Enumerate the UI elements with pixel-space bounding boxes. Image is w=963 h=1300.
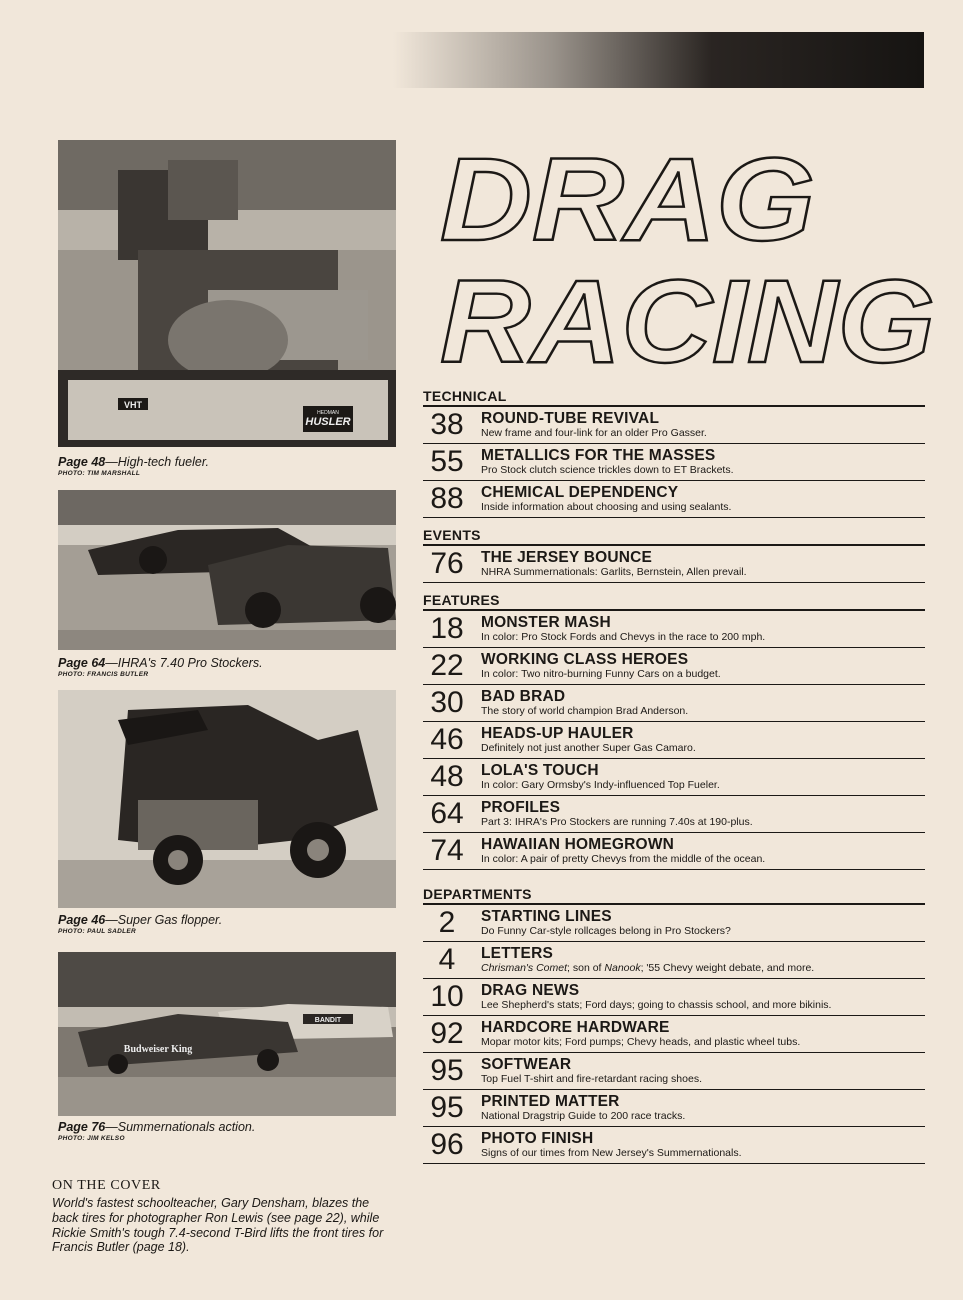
entry-text bbox=[481, 946, 925, 974]
entry-page-number: 64 bbox=[430, 797, 464, 830]
contents-entry[interactable] bbox=[423, 546, 925, 583]
contents-entry[interactable] bbox=[423, 685, 925, 722]
header-gradient-bar bbox=[393, 32, 924, 88]
contents-entry[interactable] bbox=[423, 905, 925, 942]
entry-title: WORKING CLASS HEROES bbox=[481, 651, 689, 668]
entry-title: CHEMICAL DEPENDENCY bbox=[481, 484, 679, 501]
entry-title: PROFILES bbox=[481, 799, 561, 816]
table-of-contents bbox=[423, 388, 925, 1164]
entry-page-number: 95 bbox=[430, 1091, 464, 1124]
entry-description: Signs of our times from New Jersey's Summernationals. bbox=[481, 1147, 742, 1159]
contents-entry[interactable] bbox=[423, 1053, 925, 1090]
entry-description: Top Fuel T-shirt and fire-retardant racing shoes. bbox=[481, 1073, 702, 1085]
entry-text bbox=[481, 652, 925, 680]
entry-text bbox=[481, 837, 925, 865]
cover-text: World's fastest schoolteacher, Gary Densham, blazes the back tires for photographer Ron Lewis (see page 22), while Rickie Smith's tough 7.4-second T-Bird lifts the front tires for Francis Butler (page 18). bbox=[52, 1196, 384, 1255]
entry-page-number: 10 bbox=[430, 980, 464, 1013]
entry-text bbox=[481, 550, 925, 578]
contents-entry[interactable] bbox=[423, 1090, 925, 1127]
entry-description: Inside information about choosing and using sealants. bbox=[481, 501, 732, 513]
entry-description: The story of world champion Brad Anderson. bbox=[481, 705, 689, 717]
entry-description: Definitely not just another Super Gas Camaro. bbox=[481, 742, 696, 754]
entry-description: In color: A pair of pretty Chevys from the middle of the ocean. bbox=[481, 853, 766, 865]
contents-entry[interactable] bbox=[423, 942, 925, 979]
credit-photo-3: PHOTO: PAUL SADLER bbox=[58, 928, 136, 935]
contents-entry[interactable] bbox=[423, 979, 925, 1016]
entry-page-number: 95 bbox=[430, 1054, 464, 1087]
sign-husler: HUSLER bbox=[305, 416, 351, 428]
logo-drag: DRAG bbox=[440, 140, 815, 266]
entry-page-number: 96 bbox=[430, 1128, 464, 1161]
entry-text bbox=[481, 800, 925, 828]
entry-text bbox=[481, 1057, 925, 1085]
entry-text bbox=[481, 726, 925, 754]
caption-photo-3 bbox=[58, 913, 398, 927]
entry-text bbox=[481, 983, 925, 1011]
entry-page-number: 76 bbox=[430, 547, 464, 580]
entry-title: METALLICS FOR THE MASSES bbox=[481, 447, 716, 464]
entry-text bbox=[481, 1131, 925, 1159]
photo-summernationals-action bbox=[58, 952, 396, 1116]
entry-title: HARDCORE HARDWARE bbox=[481, 1019, 670, 1036]
entry-description: Part 3: IHRA's Pro Stockers are running 7.40s at 190-plus. bbox=[481, 816, 753, 828]
sign-bandit: BANDIT bbox=[314, 1017, 342, 1024]
entry-page-number: 46 bbox=[430, 723, 464, 756]
contents-entry[interactable] bbox=[423, 481, 925, 518]
contents-entry[interactable] bbox=[423, 796, 925, 833]
entry-description-part: Nanook bbox=[604, 962, 641, 974]
caption-photo-4 bbox=[58, 1120, 398, 1134]
entry-page-number: 30 bbox=[430, 686, 464, 719]
entry-text bbox=[481, 448, 925, 476]
entry-title: LOLA'S TOUCH bbox=[481, 762, 599, 779]
caption-text: —Summernationals action. bbox=[105, 1120, 256, 1134]
caption-text: —High-tech fueler. bbox=[105, 455, 210, 469]
entry-description: New frame and four-link for an older Pro Gasser. bbox=[481, 427, 707, 439]
entry-title: PHOTO FINISH bbox=[481, 1130, 594, 1147]
entry-title: MONSTER MASH bbox=[481, 614, 611, 631]
entry-text bbox=[481, 909, 925, 937]
caption-page: Page 46 bbox=[58, 913, 106, 927]
entry-title: THE JERSEY BOUNCE bbox=[481, 549, 653, 566]
entry-description: In color: Gary Ormsby's Indy-influenced Top Fueler. bbox=[481, 779, 720, 791]
entry-text bbox=[481, 689, 925, 717]
entry-description: Lee Shepherd's stats; Ford days; going to chassis school, and more bikinis. bbox=[481, 999, 832, 1011]
on-the-cover bbox=[52, 1178, 392, 1255]
section-gap bbox=[423, 583, 925, 592]
entry-title: HEADS-UP HAULER bbox=[481, 725, 634, 742]
entry-page-number: 48 bbox=[430, 760, 464, 793]
caption-page: Page 64 bbox=[58, 656, 106, 670]
sign-budweiser: Budweiser King bbox=[123, 1044, 193, 1055]
contents-entry[interactable] bbox=[423, 1127, 925, 1164]
entry-description-part: Chrisman's Comet bbox=[481, 962, 568, 974]
entry-text bbox=[481, 615, 925, 643]
entry-description-part: ; son of bbox=[567, 962, 605, 974]
section-heading-departments: DEPARTMENTS bbox=[423, 886, 925, 905]
entry-title: STARTING LINES bbox=[481, 908, 612, 925]
caption-page: Page 48 bbox=[58, 455, 106, 469]
section-gap bbox=[423, 518, 925, 527]
credit-photo-1: PHOTO: TIM MARSHALL bbox=[58, 470, 141, 477]
entry-page-number: 92 bbox=[430, 1017, 464, 1050]
logo-racing: RACING bbox=[440, 256, 935, 368]
entry-description: NHRA Summernationals: Garlits, Bernstein, Allen prevail. bbox=[481, 566, 747, 578]
entry-title: DRAG NEWS bbox=[481, 982, 580, 999]
caption-photo-2 bbox=[58, 656, 398, 670]
entry-text bbox=[481, 763, 925, 791]
entry-title: BAD BRAD bbox=[481, 688, 566, 705]
drag-racing-logo bbox=[440, 140, 945, 368]
section-heading-features: FEATURES bbox=[423, 592, 925, 611]
entry-text bbox=[481, 1094, 925, 1122]
entry-title: HAWAIIAN HOMEGROWN bbox=[481, 836, 675, 853]
entry-title: ROUND-TUBE REVIVAL bbox=[481, 410, 660, 427]
entry-title: LETTERS bbox=[481, 945, 554, 962]
credit-photo-2: PHOTO: FRANCIS BUTLER bbox=[58, 671, 149, 678]
section-gap bbox=[423, 870, 925, 886]
contents-entry[interactable] bbox=[423, 833, 925, 870]
entry-description: Do Funny Car-style rollcages belong in Pro Stockers? bbox=[481, 925, 731, 937]
photo-pro-stockers bbox=[58, 490, 396, 650]
contents-entry[interactable] bbox=[423, 444, 925, 481]
entry-page-number: 22 bbox=[430, 649, 464, 682]
section-heading-technical: TECHNICAL bbox=[423, 388, 925, 407]
entry-title: PRINTED MATTER bbox=[481, 1093, 620, 1110]
contents-entry[interactable] bbox=[423, 648, 925, 685]
entry-text bbox=[481, 411, 925, 439]
contents-entry[interactable] bbox=[423, 407, 925, 444]
entry-title: SOFTWEAR bbox=[481, 1056, 572, 1073]
photo-super-gas-flopper bbox=[58, 690, 396, 908]
photo-high-tech-fueler bbox=[58, 140, 396, 447]
entry-page-number: 38 bbox=[430, 408, 464, 441]
entry-description: In color: Pro Stock Fords and Chevys in the race to 200 mph. bbox=[481, 631, 766, 643]
entry-page-number: 88 bbox=[430, 482, 464, 515]
cover-heading: ON THE COVER bbox=[52, 1178, 161, 1193]
entry-description: Pro Stock clutch science trickles down to ET Brackets. bbox=[481, 464, 734, 476]
section-heading-events: EVENTS bbox=[423, 527, 925, 546]
entry-description: In color: Two nitro-burning Funny Cars on a budget. bbox=[481, 668, 721, 680]
entry-page-number: 74 bbox=[430, 834, 464, 867]
contents-entry[interactable] bbox=[423, 759, 925, 796]
sign-hedman: HEDMAN bbox=[317, 410, 339, 416]
caption-page: Page 76 bbox=[58, 1120, 106, 1134]
contents-entry[interactable] bbox=[423, 1016, 925, 1053]
sign-vht: VHT bbox=[124, 400, 142, 410]
caption-photo-1 bbox=[58, 455, 398, 469]
entry-page-number: 2 bbox=[438, 906, 456, 939]
credit-photo-4: PHOTO: JIM KELSO bbox=[58, 1135, 125, 1142]
entry-text bbox=[481, 1020, 925, 1048]
contents-entry[interactable] bbox=[423, 722, 925, 759]
entry-description-part: ; '55 Chevy weight debate, and more. bbox=[640, 962, 815, 974]
entry-description: National Dragstrip Guide to 200 race tracks. bbox=[481, 1110, 686, 1122]
entry-page-number: 4 bbox=[438, 943, 456, 976]
caption-text: —Super Gas flopper. bbox=[105, 913, 223, 927]
entry-page-number: 18 bbox=[430, 612, 464, 645]
entry-text bbox=[481, 485, 925, 513]
caption-text: —IHRA's 7.40 Pro Stockers. bbox=[105, 656, 263, 670]
contents-entry[interactable] bbox=[423, 611, 925, 648]
entry-description bbox=[481, 962, 925, 974]
entry-description: Mopar motor kits; Ford pumps; Chevy heads, and plastic wheel tubs. bbox=[481, 1036, 801, 1048]
entry-page-number: 55 bbox=[430, 445, 464, 478]
